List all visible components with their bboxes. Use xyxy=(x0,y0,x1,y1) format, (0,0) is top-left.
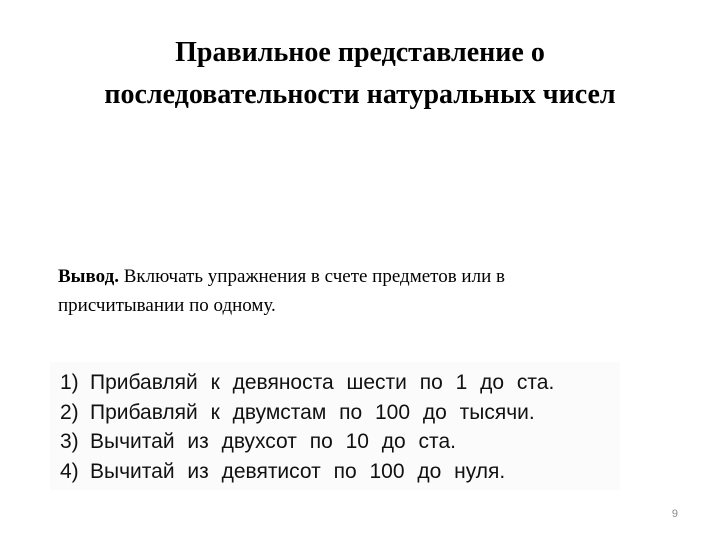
conclusion-line-2: присчитывании по одному. xyxy=(58,295,276,316)
conclusion-label: Вывод. xyxy=(58,266,119,287)
conclusion-text: Включать упражнения в счете предметов или в xyxy=(123,266,505,287)
exercise-text: Прибавляй к девяноста шести по 1 до ста. xyxy=(90,371,555,394)
conclusion-line-1 xyxy=(58,262,658,291)
slide-title-line-2: последовательности натуральных чисел xyxy=(104,79,616,110)
exercise-number: 2) xyxy=(60,400,79,424)
exercise-item xyxy=(60,398,620,428)
exercise-text: Вычитай из девятисот по 100 до нуля. xyxy=(90,459,506,483)
exercise-list xyxy=(50,362,620,490)
conclusion-paragraph xyxy=(58,262,658,320)
exercise-item xyxy=(60,457,620,487)
exercise-item xyxy=(60,427,620,457)
page-number: 9 xyxy=(671,508,678,520)
exercise-text: Прибавляй к двумстам по 100 до тысячи. xyxy=(90,400,535,424)
exercise-number: 1) xyxy=(60,371,79,394)
exercise-item xyxy=(60,368,620,398)
exercise-number: 4) xyxy=(60,459,79,483)
exercise-text: Вычитай из двухсот по 10 до ста. xyxy=(90,430,456,453)
slide-title xyxy=(40,32,680,116)
slide-title-line-1: Правильное представление о xyxy=(175,37,545,68)
exercise-number: 3) xyxy=(60,430,79,453)
